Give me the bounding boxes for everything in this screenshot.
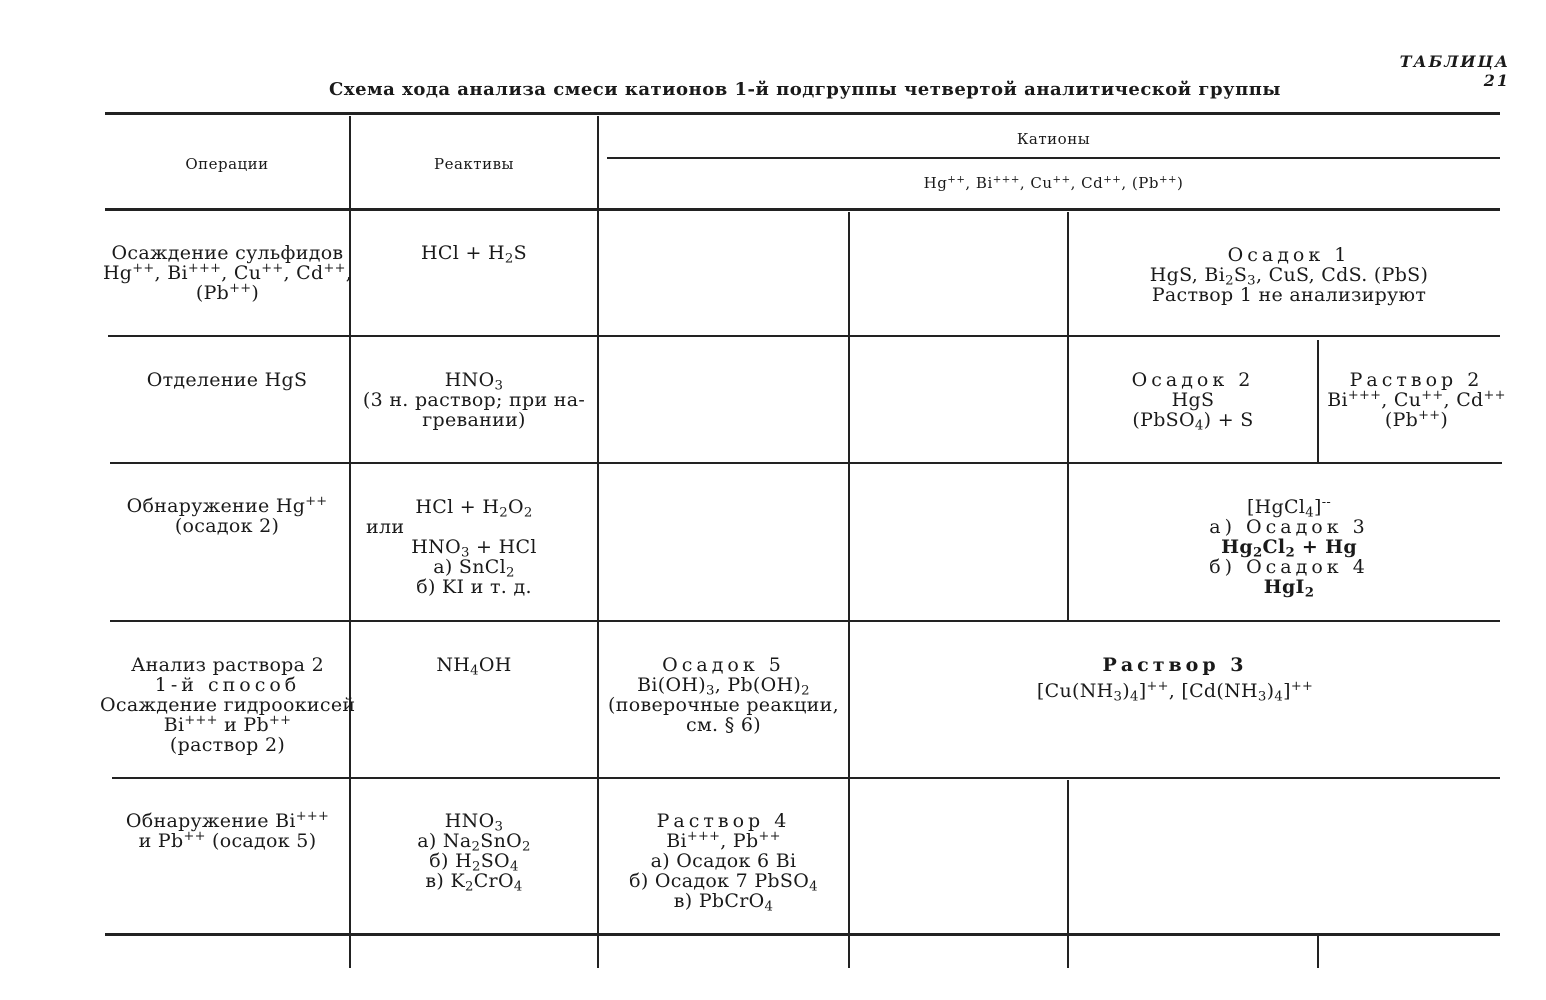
table-bottom-rule: [105, 933, 1500, 936]
col-divider-cations-1: [848, 212, 850, 968]
row3-operation: Обнаружение Hg++ (осадок 2): [126, 493, 328, 537]
row5-operation: Обнаружение Bi+++ и Pb++ (осадок 5): [125, 808, 330, 852]
row2-solution: Раствор 2 Bi+++, Cu++, Cd++ (Pb++): [1327, 369, 1506, 431]
row4-operation: Анализ раствора 2 1-й способ Осаждение гидроокисей Bi+++ и Pb++ (раствор 2): [100, 654, 356, 756]
row2-operation: Отделение HgS: [146, 369, 308, 391]
row5-precipitate: Раствор 4 Bi+++, Pb++ а) Осадок 6 Bi б) Осадок 7 PbSO$_4$ в) PbCrO$_4$: [629, 810, 818, 915]
header-cations: Катионы: [1016, 130, 1091, 148]
col-divider-cations-3b: [1317, 936, 1319, 968]
row4-solution: Раствор 3 $[Cu(NH_3)_4]^{++}$, $[Cd(NH_3)_4]^{++}$: [1036, 654, 1314, 705]
table-number-label: ТАБЛИЦА 21: [1399, 52, 1510, 90]
cations-header-rule: [607, 157, 1500, 159]
header-reagents: Реактивы: [434, 155, 514, 173]
col-divider-cations-2b: [1067, 780, 1069, 968]
row-divider-4: [112, 777, 1500, 779]
row2-precipitate: Осадок 2 HgS (PbSO$_4$) + S: [1131, 369, 1255, 434]
row3-reagent: HCl + $H_2O_2$ или $HNO_3$ + HCl а) SnCl$_2$ б) KI и т. д.: [366, 496, 537, 598]
header-operations: Операции: [185, 155, 269, 173]
row4-precipitate: Осадок 5 $Bi(OH)_3$, $Pb(OH)_2$ (поверочные реакции, см. § 6): [608, 654, 839, 736]
row3-result: [HgCl$_4$]-- а) Осадок 3 $Hg_2Cl_2 + Hg$ б) Осадок 4 HgI$_2$: [1209, 494, 1369, 601]
row-divider-1: [108, 335, 1500, 337]
row4-reagent: $NH_4OH$: [436, 654, 512, 679]
row-divider-2: [110, 462, 1502, 464]
row1-reagent: HCl + $H_2S$: [421, 242, 527, 267]
table-title: Схема хода анализа смеси катионов 1-й подгруппы четвертой аналитической группы: [329, 79, 1281, 100]
header-bottom-rule: [105, 208, 1500, 211]
row-divider-3: [110, 620, 1500, 622]
row5-reagent: $HNO_3$ а) $Na_2SnO_2$ б) $H_2SO_4$ в) $K_2CrO_4$: [417, 810, 531, 895]
row2-reagent: $HNO_3$ (3 н. раствор; при на- гревании): [362, 369, 586, 431]
row1-result: Осадок 1 HgS, $Bi_2S_3$, CuS, CdS. (PbS) Раствор 1 не анализируют: [1149, 244, 1429, 306]
header-cation-list: Hg++, Bi+++, Cu++, Cd++, (Pb++): [923, 174, 1184, 192]
row1-operation: Осаждение сульфидов Hg++, Bi+++, Cu++, Cd++, (Pb++): [102, 242, 353, 304]
table-top-rule: [105, 112, 1500, 115]
